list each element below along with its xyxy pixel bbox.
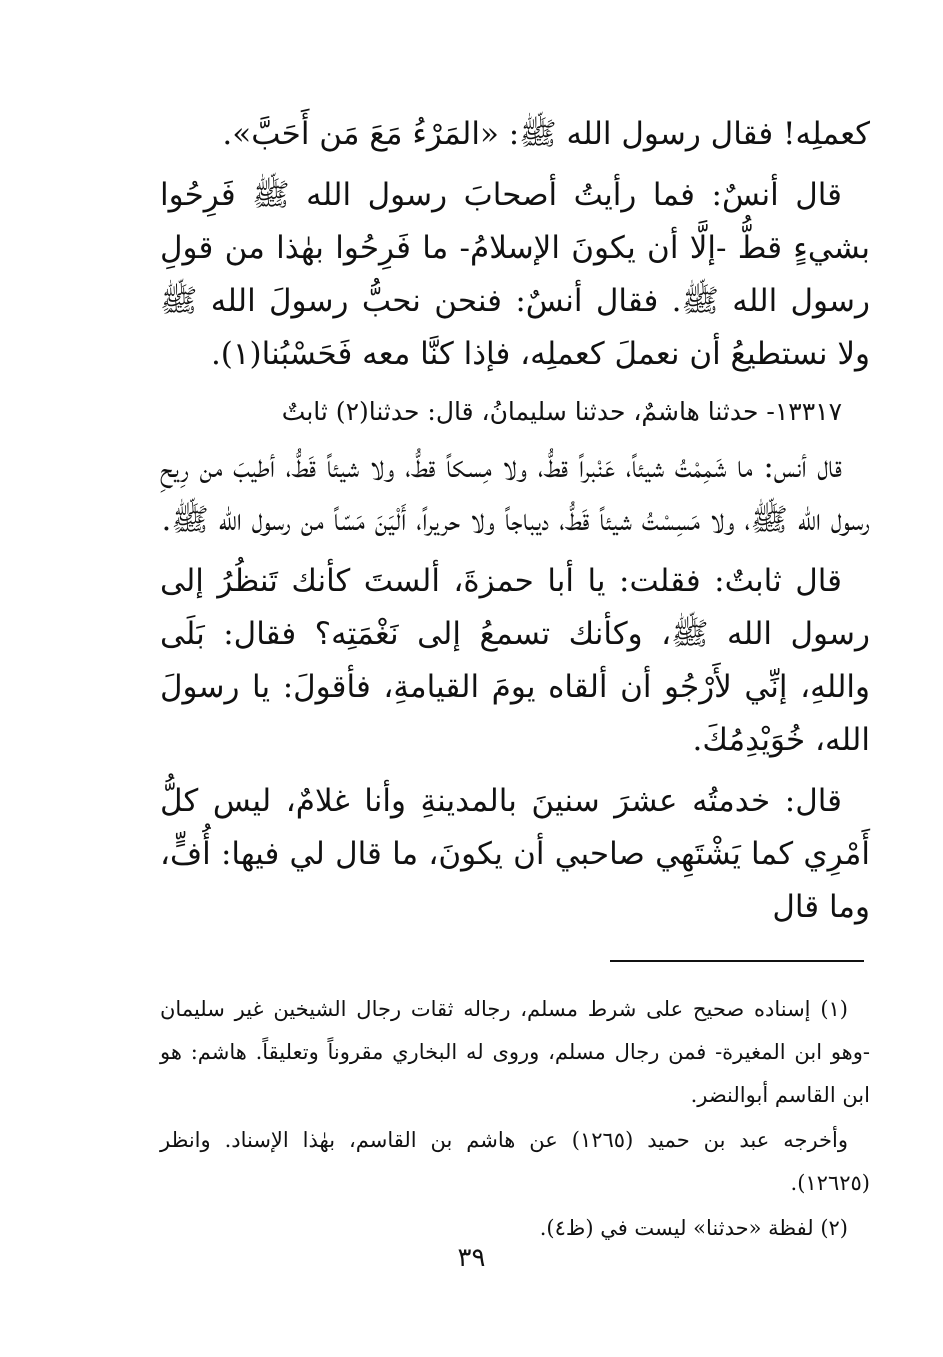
paragraph-thabit-question: قال ثابتٌ: فقلت: يا أبا حمزةَ، ألستَ كأنك تَنظُرُ إلى رسول الله ﷺ، وكأنك تسمعُ إلى نَغْمَتِه؟ فقال: بَلَى واللهِ، إنِّي لأَرْجُو أن ألقاه يومَ القيامةِ، فأقولَ: يا رسولَ الله، خُوَيْدِمُكَ.: [160, 563, 870, 758]
footnote-1-continued: وأخرجه عبد بن حميد (١٢٦٥) عن هاشم بن القاسم، بهٰذا الإسناد. وانظر (١٢٦٢٥).: [160, 1128, 870, 1195]
footnote-separator: [610, 960, 864, 962]
page-number: ٣٩: [457, 1243, 486, 1273]
footnote-1: (١) إسناده صحيح على شرط مسلم، رجاله ثقات رجال الشيخين غير سليمان -وهو ابن المغيرة- فمن رجال مسلم، وروى له البخاري مقروناً وتعليقاً. هاشم: هو ابن القاسم أبوالنضر.: [160, 997, 870, 1107]
footnote-2: (٢) لفظة «حدثنا» ليست في (ظ٤).: [539, 1216, 848, 1240]
main-text: [160, 108, 870, 942]
paragraph-anas-remark: قال أنسٌ: فما رأيتُ أصحابَ رسول الله ﷺ فَرِحُوا بشيءٍ قطُّ -إلَّا أن يكونَ الإسلامُ- ما فَرِحُوا بهٰذا من قولِ رسول الله ﷺ. فقال أنسٌ: فنحن نحبُّ رسولَ الله ﷺ ولا نستطيعُ أن نعملَ كعملِه، فإذا كنَّا معه فَحَسْبُنا(١).: [160, 177, 870, 372]
paragraph-anas-fragrance: قال أنس: ما شَمِمْتُ شيئاً، عَنْبراً قطُّ، ولا مِسكاً قطُّ، ولا شيئاً قَطُّ، أطيبَ من رِيحِ رسول الله ﷺ، ولا مَسِسْتُ شيئاً قَطُّ، ديباجاً ولا حريراً، أَلْيَنَ مَسّاً من رسول الله ﷺ.: [160, 449, 870, 538]
footnotes: [160, 988, 870, 1252]
paragraph-continuation: كعملِه! فقال رسول الله ﷺ: «المَرْءُ مَعَ مَن أَحَبَّ».: [222, 116, 870, 152]
hadith-isnad: ١٣٣١٧- حدثنا هاشمٌ، حدثنا سليمانُ، قال: حدثنا(٢) ثابتٌ: [281, 397, 842, 426]
paragraph-service-years: قال: خدمتُه عشرَ سنينَ بالمدينةِ وأنا غلامٌ، ليس كلُّ أَمْرِي كما يَشْتَهِي صاحبي أن يكونَ، ما قال لي فيها: أُفٍّ، وما قال: [160, 783, 870, 925]
